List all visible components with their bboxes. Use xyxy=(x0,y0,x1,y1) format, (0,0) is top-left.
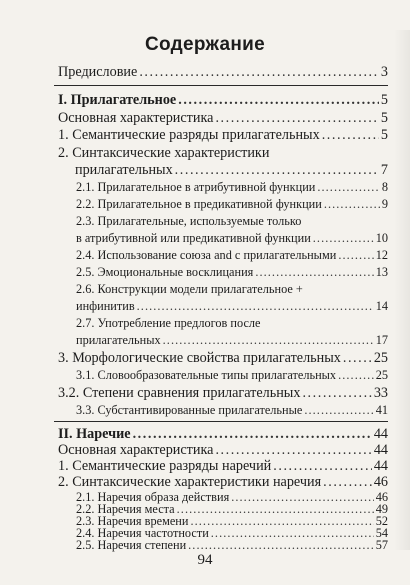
leader-dots xyxy=(324,197,380,212)
toc-subentry xyxy=(76,231,388,246)
toc-page-number: 5 xyxy=(380,92,388,108)
toc-page-number: 41 xyxy=(375,403,388,417)
section-divider xyxy=(54,421,388,422)
leader-dots xyxy=(343,350,372,367)
toc-subentry xyxy=(76,180,388,195)
toc-entry-preface xyxy=(58,64,388,81)
toc-page-number: 7 xyxy=(380,162,388,178)
toc-page-number: 14 xyxy=(375,299,388,313)
toc-subentry xyxy=(76,197,388,212)
toc-page-number: 49 xyxy=(375,502,388,516)
toc-entry xyxy=(58,110,388,127)
toc-subentry xyxy=(76,538,388,553)
toc-page-number: 54 xyxy=(375,526,388,540)
toc-subentry xyxy=(76,299,388,314)
toc-page-number: 10 xyxy=(375,231,388,245)
toc-entry-label: 3.3. Субстантивированные прилагательные xyxy=(76,403,303,417)
toc-entry-label: Основная характеристика xyxy=(58,110,214,126)
toc-entry-label: инфинитив xyxy=(76,299,135,313)
toc-entry xyxy=(58,127,388,144)
page-number: 94 xyxy=(197,552,213,568)
leader-dots xyxy=(175,162,379,179)
toc-page-number: 57 xyxy=(375,538,388,552)
toc-entry-label: в атрибутивной или предикативной функции xyxy=(76,231,311,245)
toc-subentry xyxy=(76,248,388,263)
toc-page-number: 5 xyxy=(380,127,388,143)
leader-dots xyxy=(273,458,372,475)
toc-entry-label: II. Наречие xyxy=(58,426,131,442)
toc-entry xyxy=(58,350,388,367)
toc-page-number: 33 xyxy=(373,385,388,401)
toc-entry-label: 2.2. Наречия места xyxy=(76,502,175,516)
toc-entry-label: 2.5. Наречия степени xyxy=(76,538,187,552)
leader-dots xyxy=(215,442,371,459)
toc-entry-label: Основная характеристика xyxy=(58,442,214,458)
toc-page-number: 46 xyxy=(375,490,388,504)
leader-dots xyxy=(304,403,373,418)
leader-dots xyxy=(313,231,374,246)
toc-entry-label: 2.1. Наречия образа действия xyxy=(76,490,230,504)
toc-page-number: 13 xyxy=(375,265,388,279)
toc-entry-label: прилагательных xyxy=(75,162,173,178)
leader-dots xyxy=(139,64,379,81)
toc-page-number: 17 xyxy=(375,333,388,347)
leader-dots xyxy=(302,385,371,402)
leader-dots xyxy=(215,110,378,127)
toc-entry xyxy=(58,385,388,402)
toc-subentry-line: 2.7. Употребление предлогов после xyxy=(76,316,261,330)
toc-page-number: 9 xyxy=(381,197,388,211)
toc-page-number: 3 xyxy=(380,64,388,80)
toc-entry-label: 2.1. Прилагательное в атрибутивной функции xyxy=(76,180,316,194)
toc-page-number: 46 xyxy=(373,474,388,490)
leader-dots xyxy=(137,299,374,314)
toc-page-number: 52 xyxy=(375,514,388,528)
toc-entry-label: прилагательных xyxy=(76,333,161,347)
toc-page-number: 44 xyxy=(373,426,388,442)
leader-dots xyxy=(133,426,372,443)
toc-entry-part-1 xyxy=(58,92,388,109)
page-title: Содержание xyxy=(144,34,266,55)
toc-entry-label: 3. Морфологические свойства прилагательных xyxy=(58,350,341,366)
toc-entry xyxy=(58,442,388,459)
toc-entry-label: 2.4. Использование союза and с прилагательными xyxy=(76,248,337,262)
leader-dots xyxy=(188,538,374,553)
toc-subentry-line: 2.6. Конструкции модели прилагательное + xyxy=(76,282,303,296)
toc-page-number: 12 xyxy=(375,248,388,262)
section-divider xyxy=(54,85,388,86)
toc-entry-label: 2.4. Наречия частотности xyxy=(76,526,209,540)
toc-entry-label: 2. Синтаксические характеристики наречия xyxy=(58,474,322,490)
page-shading xyxy=(394,30,410,550)
leader-dots xyxy=(323,474,372,491)
leader-dots xyxy=(255,265,373,280)
toc-subentry xyxy=(76,333,388,348)
toc-subentry xyxy=(76,265,388,280)
toc-entry xyxy=(75,162,388,179)
toc-page-number: 25 xyxy=(373,350,388,366)
leader-dots xyxy=(338,248,373,263)
toc-entry-part-2 xyxy=(58,426,388,443)
toc-page-number: 8 xyxy=(381,180,388,194)
toc-entry-label: 3.2. Степени сравнения прилагательных xyxy=(58,385,301,401)
toc-entry-label: 2.3. Наречия времени xyxy=(76,514,189,528)
toc-entry xyxy=(58,458,388,475)
leader-dots xyxy=(322,127,379,144)
leader-dots xyxy=(163,333,374,348)
toc-page-number: 5 xyxy=(380,110,388,126)
toc-subentry-line: 2.3. Прилагательные, используемые только xyxy=(76,214,302,228)
leader-dots xyxy=(178,92,379,109)
toc-subentry xyxy=(76,403,388,418)
toc-subentry xyxy=(76,368,388,383)
toc-entry-label: 1. Семантические разряды прилагательных xyxy=(58,127,320,143)
toc-entry-label: 2.5. Эмоциональные восклицания xyxy=(76,265,254,279)
leader-dots xyxy=(338,368,374,383)
toc-entry-label: 3.1. Словообразовательные типы прилагательных xyxy=(76,368,337,382)
toc-page-number: 44 xyxy=(373,442,388,458)
toc-page-number: 44 xyxy=(373,458,388,474)
toc-entry-line: 2. Синтаксические характеристики xyxy=(58,145,270,161)
toc-entry-label: 2.2. Прилагательное в предикативной функции xyxy=(76,197,322,211)
toc-entry-label: I. Прилагательное xyxy=(58,92,177,108)
toc-entry-label: Предисловие xyxy=(58,64,138,80)
leader-dots xyxy=(317,180,379,195)
toc-page-number: 25 xyxy=(375,368,388,382)
toc-entry xyxy=(58,474,388,491)
toc-entry-label: 1. Семантические разряды наречий xyxy=(58,458,272,474)
